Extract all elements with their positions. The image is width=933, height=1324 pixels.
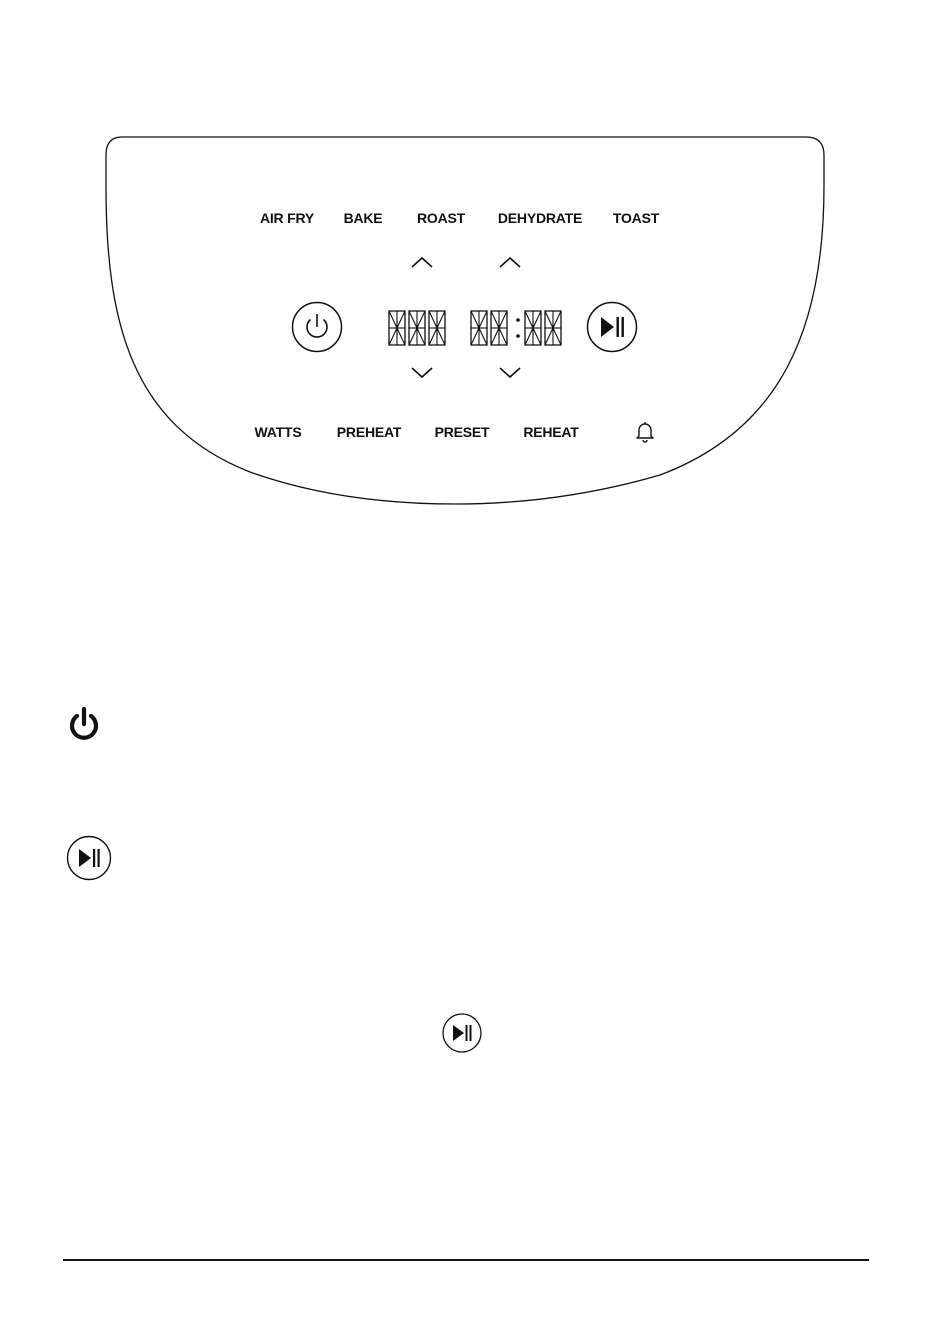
power-button[interactable] (291, 301, 343, 353)
mode-reheat-button[interactable]: REHEAT (523, 424, 579, 440)
display-digit (545, 311, 561, 345)
display-digit (409, 311, 425, 345)
play-pause-icon (588, 303, 637, 352)
segment-display (385, 305, 575, 351)
time-up-chevron-icon[interactable] (498, 255, 522, 269)
temperature-up-chevron-icon[interactable] (410, 255, 434, 269)
mode-watts-button[interactable]: WATTS (254, 424, 302, 440)
play-pause-icon (443, 1014, 481, 1052)
display-digit (429, 311, 445, 345)
mode-preset-button[interactable]: PRESET (434, 424, 490, 440)
display-digit (389, 311, 405, 345)
footer-rule (63, 1259, 869, 1261)
display-digit (471, 311, 487, 345)
display-colon-dot (516, 334, 520, 338)
power-icon (72, 709, 96, 738)
legend-start-pause-icon (65, 834, 113, 882)
temperature-down-chevron-icon[interactable] (410, 366, 434, 380)
mode-preheat-button[interactable]: PREHEAT (336, 424, 402, 440)
start-pause-button[interactable] (586, 301, 638, 353)
display-digit (525, 311, 541, 345)
mode-toast-button[interactable]: TOAST (612, 210, 660, 226)
bell-icon (637, 422, 653, 442)
mode-roast-button[interactable]: ROAST (416, 210, 466, 226)
legend-power-icon (64, 704, 104, 744)
mode-dehydrate-button[interactable]: DEHYDRATE (497, 210, 583, 226)
power-icon (293, 303, 342, 352)
inline-start-pause-icon (441, 1012, 483, 1054)
display-digit (491, 311, 507, 345)
time-down-chevron-icon[interactable] (498, 366, 522, 380)
display-colon-dot (516, 318, 520, 322)
mode-air-fry-button[interactable]: AIR FRY (259, 210, 315, 226)
alarm-bell-button[interactable] (635, 420, 655, 444)
play-pause-icon (68, 837, 111, 880)
mode-bake-button[interactable]: BAKE (343, 210, 383, 226)
